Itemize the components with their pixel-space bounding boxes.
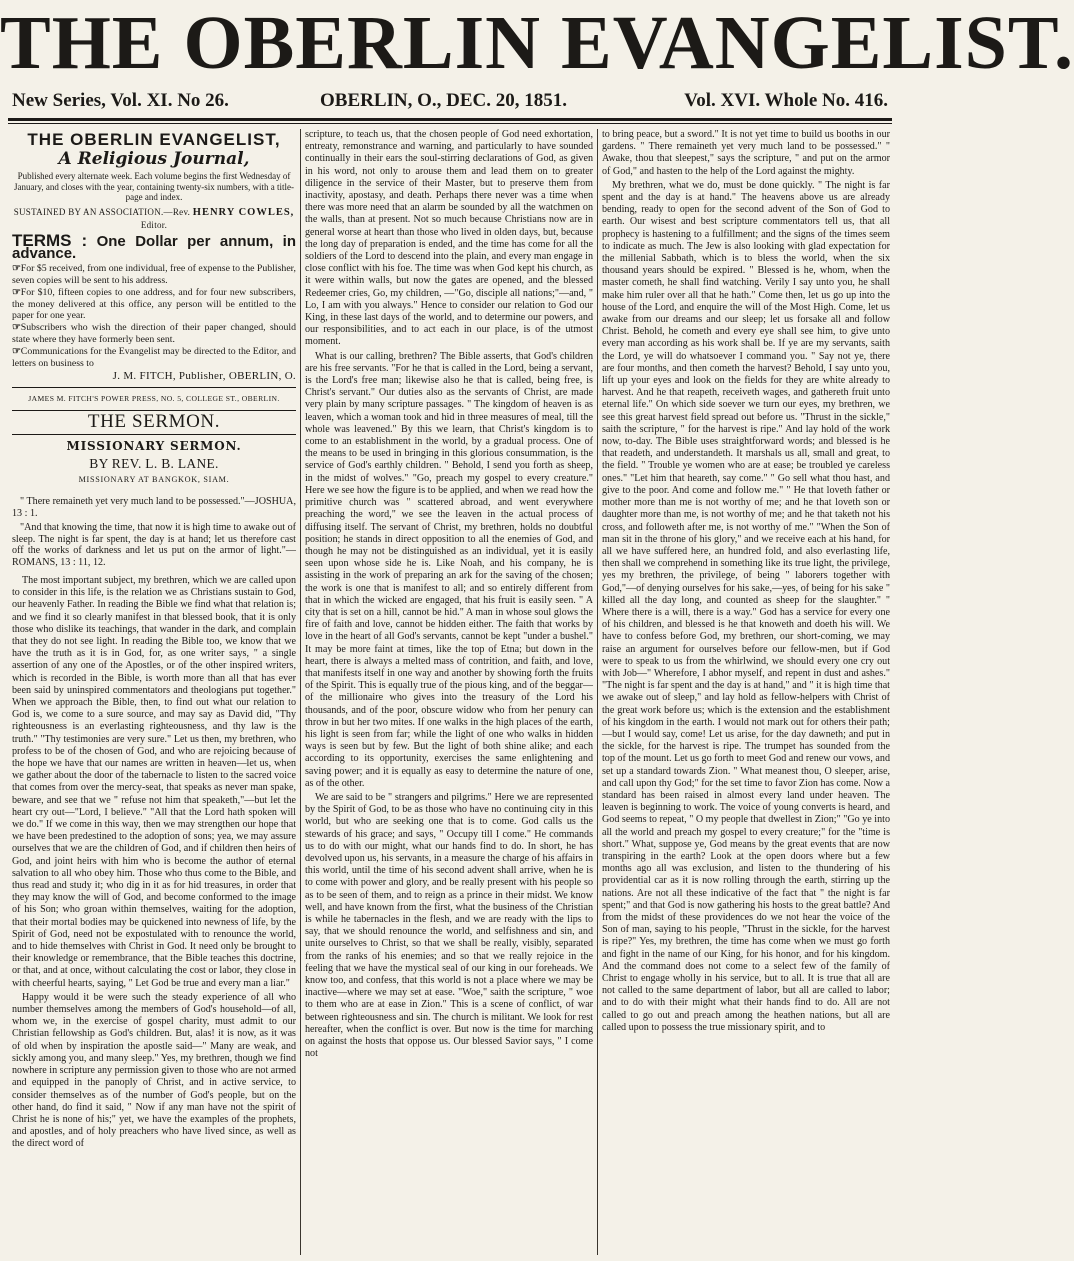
header-rule [8, 118, 892, 121]
notice-text: Subscribers who wish the direction of their paper changed, should state where they have formerly been sent. [12, 322, 296, 345]
body-paragraph: Happy would it be were such the steady experience of all who number themselves among the members of God's household—of all, whom we, in the exercise of gospel charity, must admit to our Christian fellowship as God's children. But, alas! it is now, as it was of old when by inspiration the apostle said—" Many are weak, and sickly among you, and many sleep." Yes, my brethren, though we find nowhere in scripture any permission given to those who are not armed and equipped in the panoply of Christ, and in active service, to consider themselves as of the number of God's people, but on the other hand, do find it said, " Now if any man have not the spirit of Christ he is none of his;" yet, we have the examples of the prophets, and apostles, and of holy preachers who have lived since, as well as the direct word of [12, 991, 296, 1150]
body-paragraph: scripture, to teach us, that the chosen people of God need exhortation, entreaty, remonstrance and warning, and particularly to have sounded continually in their ears the soul-stirring declarations of God, as given in his word, not only to arouse them and lead them on to greater diligence in the service of their Master, but to preserve them from inactivity, apostasy, and death. Perhaps there never was a time when there was more need that an alarm be sounded by all the watchmen on the walls, than at present. Not so much because Christians now are in general worse at heart than those who lived in olden days, but, because the long day of preparation is ended, and the time has come for all the soldiers of the Lord to descend into the plain, and every man engage in close conflict with his foe. The time was when God kept his church, as it were within walls, but now the gates are opened, and the blessed Redeemer cries, Go, my children, —"Go, disciple all nations;"—and, " Lo, I am with you always." Hence to consider our relation to God our King, in these last days of the world, and to determine our powers, and our responsibilities, and to act each in our place, is of the utmost moment. [305, 129, 593, 348]
dateline-bar [10, 86, 890, 114]
publication-info: Published every alternate week. Each volume begins the first Wednesday of January, and closes with the year, containing twenty-six numbers, with a title-page and index. [14, 171, 294, 202]
section-rule [12, 387, 296, 388]
place-date: OBERLIN, O., DEC. 20, 1851. [320, 90, 568, 111]
body-paragraph: What is our calling, brethren? The Bible asserts, that God's children are his free servants. "For he that is called in the Lord, being a servant, is the Lord's free man; likewise also he that is called, being free, is Christ's servant." Our duties also as the servants of Christ, are made very plain by many scripture passages. " The kingdom of heaven is as leaven, which a woman took and hid in three measures of meal, till the whole was leavened." By this we learn, that Christ's kingdom is to come to an establishment in the world, by a gradual process. One of the means to be used in bringing in this glorious consummation, is the service of God's earthly children. " Behold, I send you forth as sheep, in the midst of wolves." "Go, preach my gospel to every creature." Here we see how the figure is to be applied, and when we read how the primitive church was " scattered abroad, and went everywhere preaching the word," we see the leaven in the actual process of diffusing itself. The servant of Christ, my brethren, holds no doubtful position; he stands in direct opposition to all the enemies of God, and though he may not be distinguished as an individual, yet it is easily seen upon whose side he is. Like Noah, and his company, he is assisting in the work of preparing an ark for the saving of the chosen; the work is one that is manifest to all; and so entirely different from that in which the wicked are engaged, that his fruit is easily seen. " A city that is set on a hill, cannot be hid." A man in whose soul glows the fire of faith and love, cannot be hidden either. The faith that works by love in the heart of all God's servants, cannot be kept "under a bushel." It may be more faint at times, like the top of Etna; but down in the heart, there is always a melted mass of contrition, and faith, and love, that manifests itself in one way and another by showing forth the fruits of the Spirit. This is equally true of the pious king, and of the beggar—of the millionaire who gives into the treasury of the Lord his thousands, and of the poor, obscure widow who from her penury can throw in but her two mites. If one walks in the high places of the earth, his light is seen from far; while the light of one who walks in hidden ways is seen but by few. But the light of both shine alike; and each according to its opportunity, exercises the same enlightening and saving power; and it is equally as easy to determine the nature of one, as of the other. [305, 350, 593, 789]
column-1 [12, 129, 296, 1257]
notice-item [12, 287, 296, 321]
editor-name: HENRY COWLES, [192, 206, 295, 218]
editor-credit [12, 206, 296, 231]
press-credit: JAMES M. FITCH'S POWER PRESS, NO. 5, COLLEGE ST., OBERLIN. [28, 394, 280, 404]
sustained-prefix: SUSTAINED BY AN ASSOCIATION.—Rev. [13, 206, 191, 217]
byline: BY REV. L. B. LANE. [89, 455, 219, 471]
section-rule [12, 434, 296, 435]
notice-text: For $10, fifteen copies to one address, and for four new subscribers, the money delivered at this office, any person will be entitled to the paper for one year. [12, 287, 296, 321]
pointing-hand-icon: ☞ [12, 287, 21, 299]
publisher-line: J. M. FITCH, Publisher, OBERLIN, O. [112, 369, 296, 382]
notice-text: Communications for the Evangelist may be directed to the Editor, and letters on business to [12, 346, 296, 369]
column-2 [305, 129, 593, 1257]
column-divider [300, 129, 301, 1255]
author-location: MISSIONARY AT BANGKOK, SIAM. [78, 474, 230, 484]
pointing-hand-icon: ☞ [12, 346, 21, 358]
epigraph-quote: "And that knowing the time, that now it is high time to awake out of sleep. The night is far spent, the day is at hand; let us therefore cast off the works of darkness and let us put on the armor of light."—ROMANS, 13 : 11, 12. [12, 521, 296, 569]
body-paragraph: The most important subject, my brethren, which we are called upon to consider in this life, is the relation we as Christians sustain to God, our heavenly Father. In reading the Bible we find what that relation is; and we find it so clearly manifest in that blessed book, that it is only those who dislike its teachings, that wander in the dark, and complain that they do not see light. In reading the Bible too, we know that we have the truth as it is in God, for, as one writer says, " a single assertion of any one of the Apostles, or of the other inspired writers, which is recorded in the Bible, is worth more than all that has ever been said by uninspired commentators and theologians put together." When we approach the Bible, then, to find out what our relation to God is, we come to a sure source, and may say as David did, "Thy righteousness is an everlasting righteousness, and thy law is the truth." "Thy testimonies are very sure." Let us then, my brethren, who profess to be of the chosen of God, and who are rejoicing because of the hope we have that our names are written in heaven—let us, when we gather about the door of the tabernacle to listen to the sacred voice that comes from over the mercy-seat, that speaks as never man spake, beware, and see that we " refuse not him that speaketh,"—but let the heart cry out—"Lord, I believe." "All that the Lord hath spoken will we do." If we come in this way, then we may strengthen our hope that we have been predestined to the adoption of sons; yea, we may assure ourselves that we are the children of God, and if children then heirs of God, and joint heirs with him who is become the author of eternal salvation to all who obey him. Those who thus come to the Bible, and thus read and study it; who dig in it as for hid treasures, in order that they may know the will of God, and become conformed to the image of his Son; who groan within themselves, waiting for the adoption, that their mortal bodies may be quickened into newness of life, by the Spirit of God, need not be expostulated with to renounce the world, and to hide themselves with Christ in God. It need only be brought to their knowledge or remembrance, that the Bible teaches this doctrine, or that, and at once, without calculating the cost or labor, they close in with cheerful hearts, saying, " Let God be true and every man a liar." [12, 574, 296, 989]
editor-role: Editor. [140, 219, 168, 230]
column-divider [597, 129, 598, 1255]
column-3 [602, 129, 890, 1257]
journal-subtitle: A Religious Journal, [58, 149, 250, 169]
notice-item [12, 346, 296, 369]
terms-line [12, 230, 297, 263]
notice-item [12, 263, 296, 286]
sermon-title: MISSIONARY SERMON. [66, 438, 242, 453]
body-paragraph: My brethren, what we do, must be done quickly. " The night is far spent and the day is at hand." The heavens above us are already bending, ready to open for the second advent of the Son of God to earth. Our wisest and best scripture commentators tell us, that all prophecy is hastening to a fulfillment; and the signs of the times seem to indicate as much. The Jew is also looking with glad expectation for the millenial Sabbath, which is to bless the world, when the six thousand years should be expired. " Blessed is he, whom, when the master cometh, he shall find watching. Verily I say unto you, he shall make him ruler over all that he hath." Come then, let us go up into the house of the Lord, and enquire the will of the Most High. Come, let us awake from our dreams and our sleep; let us forsake all and follow Christ. Behold, he cometh and every eye shall see him, to give unto every man according as his work shall be. If ye are my servants, saith the Lord, ye will do whatsoever I command you. " Say not ye, there are four months, and then cometh the harvest? Behold, I say unto you, lift up your eyes and look on the fields for they are white already to harvest. And he that reapeth, receiveth wages, and gathereth fruit unto eternal life." On which side soever we turn our eyes, my brethren, we see this great harvest field spread out before us. "Thrust in the sickle," saith the scripture, " for the harvest is ripe." And lay hold of the work now, to-day. The Bible uses straightforward words; and blessed is he that readeth, and understandeth. It marshals us all, small and great, to the field. " Trouble ye women who are at ease; be troubled ye careless ones." "Let him that heareth, say come." " Go sell what thou hast, and give to the poor. And come and follow me." " He that loveth father or mother more than me is not worthy of me; and he that loveth son or daughter more than me, is not worthy of me; and he that taketh not his cross, and followeth after me, is not worthy of me." "When the Son of man sit in the throne of his glory," and we receive each at his hand, for all we have suffered here, an hundred fold, and also everlasting life, then shall we comprehend in something like its true light, the privilege, yes my brethren, the privilege, of being " laborers together with God,"—of denying ourselves for his sake,—yes, of being for his sake " killed all the day long, and counted as sheep for the slaughter." " Where there is a will, there is a way." God has a service for every one of his children, and blessed is he that knoweth and doeth his will. We have to confess before God, my brethren, our short-coming, we may raise an argument for ourselves before our fellow-men, but if God were to speak to us from the whirlwind, we should every one cry out with Job—" Wherefore, I abhor myself, and repent in dust and ashes." "The night is far spent and the day is at hand," and " it is high time that we awake out of sleep," and lay hold as fellow-helpers with Christ of the great work before us; which is the extension and the establishment of his kingdom in the earth. I would not mark out for others their path;—but I would say, come! Let us arise, for the day dawneth; and put in the sickle, for the harvest is ripe. The trumpet has sounded from the top of the mount. Let us go forth to meet God and renew our vows, and set up a standard towards Zion. " What meanest thou, O sleeper, arise, and call upon thy God;" for the set time to favor Zion has come. Now a standard has been raised in almost every land under heaven. The leaven is beginning to work. The voice of young converts is heard, and God seems to repeat, " O my people that dwellest in Zion;" "Go ye into all the world and preach my gospel to every creature;" for the "time is short." What, suppose ye, God means by the great events that are now transpiring in the earth? Look at the open doors where but a few months ago all was exclusion, and listen to the thundering of his providential car as it is now rolling through the earth, stirring up the nations. Are not all these indicative of the fact that " the night is far spent;" and that God is now gathering his hosts to the great battle? And from the midst of these providences do we not hear the voice of the Son of man, saying to his people, "Thrust in the sickle, for the harvest is ripe?" Yes, my brethren, the time has come when we must go forth and fight in the name of our King, for his honor, and for his kingdom. And the command does not come to a select few of the family of Christ to engage wholly in his service, but to all. It is true that all are not called to the same department of labor, but all are called to labor; and to do with their might what their hands find to do. All are not called to go out and preach among the heathen nations, but all are called upon to possess the true missionary spirit, and to [602, 179, 890, 1033]
terms-label: TERMS : [12, 230, 88, 250]
section-heading: THE SERMON. [87, 411, 221, 433]
paper-name: THE OBERLIN EVANGELIST, [27, 130, 281, 149]
body-paragraph: to bring peace, but a sword." It is not yet time to build us booths in our gardens. " There remaineth yet very much land to be possessed." " Awake, thou that sleepest," says the scripture, " and put on the armor of God," and hasten to the help of the Lord against the mighty. [602, 129, 890, 177]
notice-item [12, 322, 296, 345]
series-number: New Series, Vol. XI. No 26. [12, 90, 229, 111]
epigraph-quote: " There remaineth yet very much land to be possessed."—JOSHUA, 13 : 1. [12, 496, 296, 519]
header-rule-thin [8, 123, 892, 124]
volume-number: Vol. XVI. Whole No. 416. [684, 90, 888, 111]
masthead-title: THE OBERLIN EVANGELIST. [0, 1, 1074, 85]
terms-text: One Dollar per annum, in advance. [12, 232, 297, 263]
notice-text: For $5 received, from one individual, free of expense to the Publisher, seven copies will be sent to his address. [12, 263, 296, 286]
body-paragraph: We are said to be " strangers and pilgrims." Here we are represented by the Spirit of God, to be as those who have no continuing city in this world, but who are seeking one that is to come. God calls us the stewards of his grace; and says, " Occupy till I come." He commands us to do with our might, what our hands find to do. In short, he has devolved upon us, his servants, in a measure the charge of his affairs in this world, until the time of his second advent shall arrive, when he is to come with power and glory, and be really present with his people so as to be seen of them, and to reign as a prince in their midst. We know well, and have known from the first, what the business of the Christian is while he tabernacles in the flesh, and we are ready with the lips to say, that we should renounce the world, and selfishness and sin, and unite ourselves to Christ, so that we shall be really, visibly, separated from the ranks of his enemies; and so that we really rejoice in the feeling that we have the mystical seal of our king in our foreheads. We know too, and confess, that this world is not a place where we may be inactive—where we may set at ease. "Woe," saith the scripture, " woe to them who are at ease in Zion." This is a scene of conflict, of war between righteousness and sin. The church is militant. We look for rest hereafter, when the conflict is over. But now is the time for marching on against the hosts that oppose us. Our blessed Savior says, " I come not [305, 791, 593, 1060]
pointing-hand-icon: ☞ [12, 263, 21, 275]
pointing-hand-icon: ☞ [12, 322, 21, 334]
epigraph [12, 496, 296, 569]
